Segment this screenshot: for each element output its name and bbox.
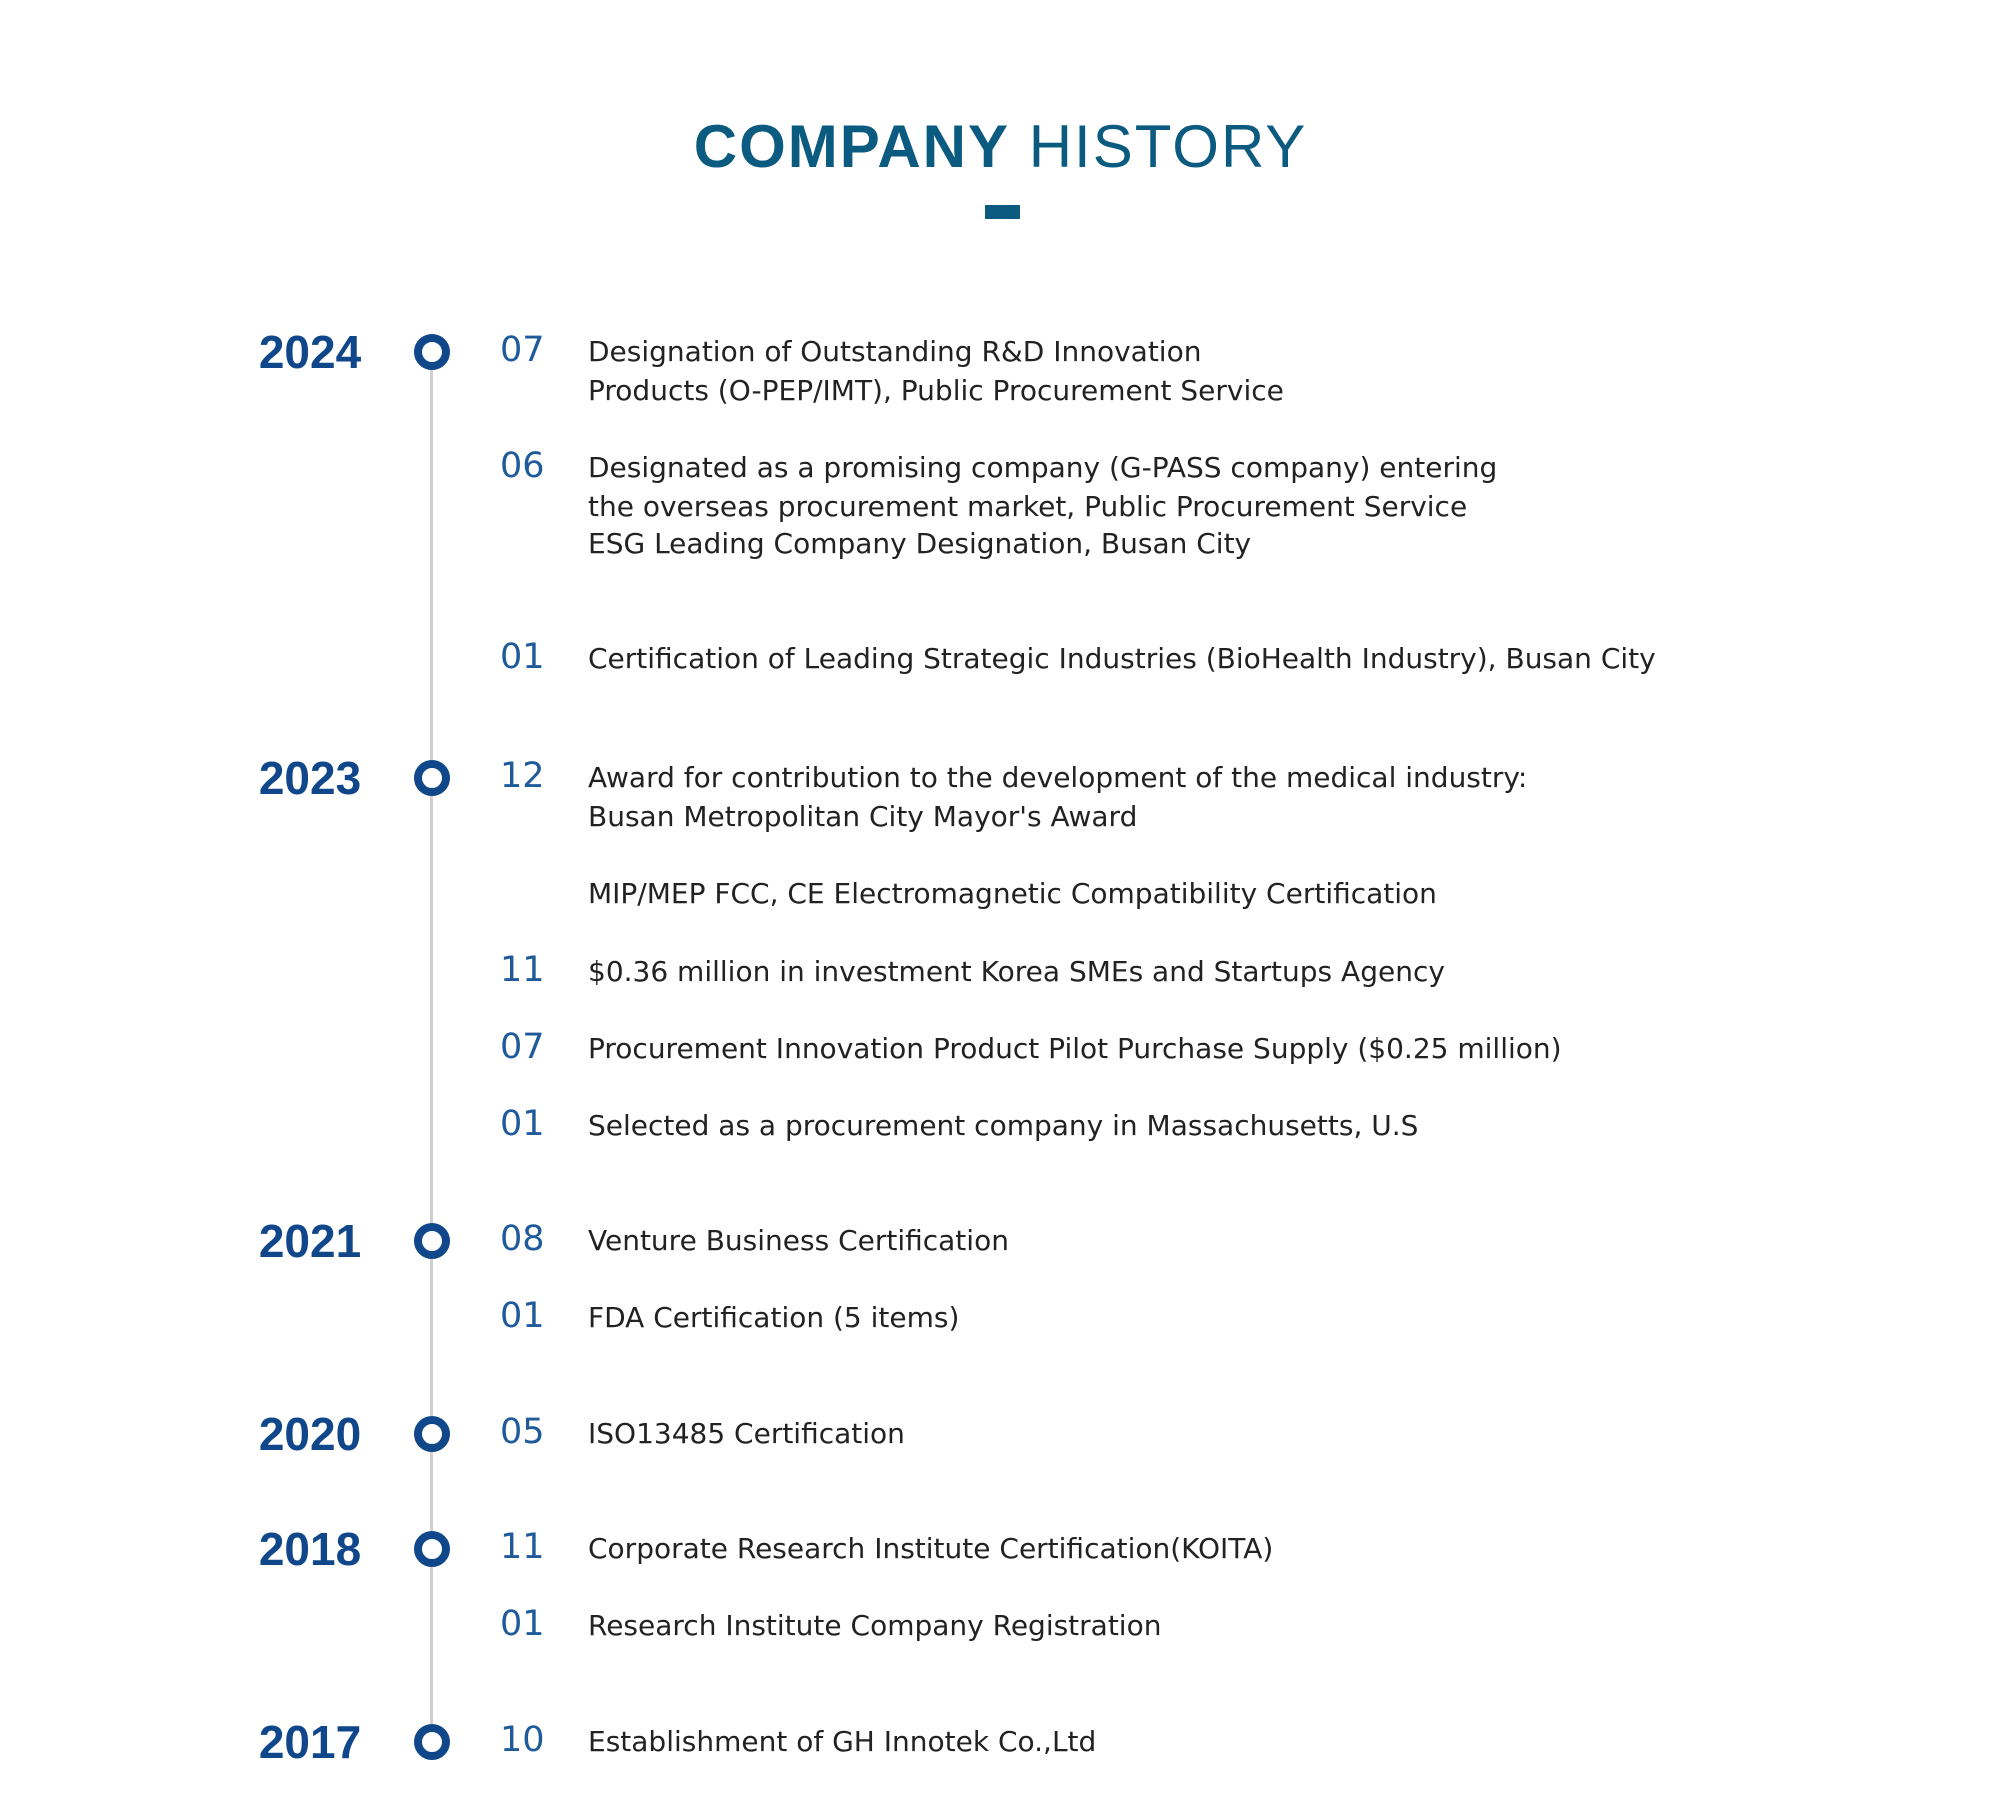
timeline-event-line: Busan Metropolitan City Mayor's Award — [588, 800, 1138, 833]
timeline-event-line: Designation of Outstanding R&D Innovation — [588, 335, 1202, 368]
timeline-event-line: ISO13485 Certification — [588, 1417, 905, 1450]
timeline-event-line: ESG Leading Company Designation, Busan City — [588, 527, 1252, 560]
timeline-event-line: Certification of Leading Strategic Industries (BioHealth Industry), Busan City — [588, 642, 1656, 675]
timeline-month: 11 — [500, 1527, 545, 1567]
timeline-month: 06 — [500, 446, 545, 486]
timeline-event-line: Designated as a promising company (G-PASS company) entering — [588, 451, 1498, 484]
timeline-event-line: Award for contribution to the development of the medical industry: — [588, 761, 1528, 794]
timeline-month: 08 — [500, 1219, 545, 1259]
timeline-year: 2024 — [258, 326, 362, 378]
page-title — [0, 112, 2001, 182]
timeline-event-line: Corporate Research Institute Certification(KOITA) — [588, 1532, 1274, 1565]
timeline-event-line: Selected as a procurement company in Massachusetts, U.S — [588, 1109, 1419, 1142]
timeline-event — [588, 639, 1788, 678]
timeline-year: 2023 — [258, 752, 362, 804]
timeline-month: 01 — [500, 637, 545, 677]
timeline-event-line: Establishment of GH Innotek Co.,Ltd — [588, 1725, 1097, 1758]
timeline-event — [588, 1298, 1788, 1337]
timeline-event — [588, 952, 1788, 991]
timeline-month: 05 — [500, 1412, 545, 1452]
timeline-event — [588, 1414, 1788, 1453]
timeline-event — [588, 448, 1788, 526]
timeline-event — [588, 1606, 1788, 1645]
timeline-event-line: Venture Business Certification — [588, 1224, 1009, 1257]
timeline-event-line: the overseas procurement market, Public Procurement Service — [588, 490, 1468, 523]
timeline-event-line: Products (O-PEP/IMT), Public Procurement Service — [588, 374, 1284, 407]
timeline-event — [588, 332, 1788, 410]
timeline-month: 01 — [500, 1604, 545, 1644]
timeline-event — [588, 1529, 1788, 1568]
timeline-dot-icon — [414, 1416, 450, 1452]
timeline-year: 2018 — [258, 1523, 362, 1575]
timeline-event — [588, 1029, 1788, 1068]
timeline-dot-icon — [414, 760, 450, 796]
timeline-event — [588, 758, 1788, 836]
timeline-year: 2017 — [258, 1716, 362, 1768]
timeline-event — [588, 524, 1788, 563]
timeline-month: 07 — [500, 330, 545, 370]
page-title-strong: COMPANY — [693, 113, 1011, 180]
timeline-event — [588, 1106, 1788, 1145]
timeline-dot-icon — [414, 1531, 450, 1567]
timeline-event-line: MIP/MEP FCC, CE Electromagnetic Compatibility Certification — [588, 877, 1437, 910]
timeline-event-line: Research Institute Company Registration — [588, 1609, 1162, 1642]
timeline-month: 01 — [500, 1104, 545, 1144]
timeline-month: 07 — [500, 1027, 545, 1067]
title-underline-bar — [985, 205, 1020, 219]
timeline-month: 10 — [500, 1720, 545, 1760]
timeline-year: 2020 — [258, 1408, 362, 1460]
page-title-light: HISTORY — [1028, 113, 1308, 180]
timeline-event — [588, 1221, 1788, 1260]
timeline-month: 01 — [500, 1296, 545, 1336]
timeline-event — [588, 874, 1788, 913]
timeline-event-line: $0.36 million in investment Korea SMEs and Startups Agency — [588, 955, 1445, 988]
timeline-dot-icon — [414, 1724, 450, 1760]
timeline-year: 2021 — [258, 1215, 362, 1267]
timeline-month: 12 — [500, 756, 545, 796]
timeline-event — [588, 1722, 1788, 1761]
timeline-dot-icon — [414, 334, 450, 370]
timeline-event-line: Procurement Innovation Product Pilot Purchase Supply ($0.25 million) — [588, 1032, 1562, 1065]
timeline-event-line: FDA Certification (5 items) — [588, 1301, 960, 1334]
timeline-dot-icon — [414, 1223, 450, 1259]
timeline-month: 11 — [500, 950, 545, 990]
